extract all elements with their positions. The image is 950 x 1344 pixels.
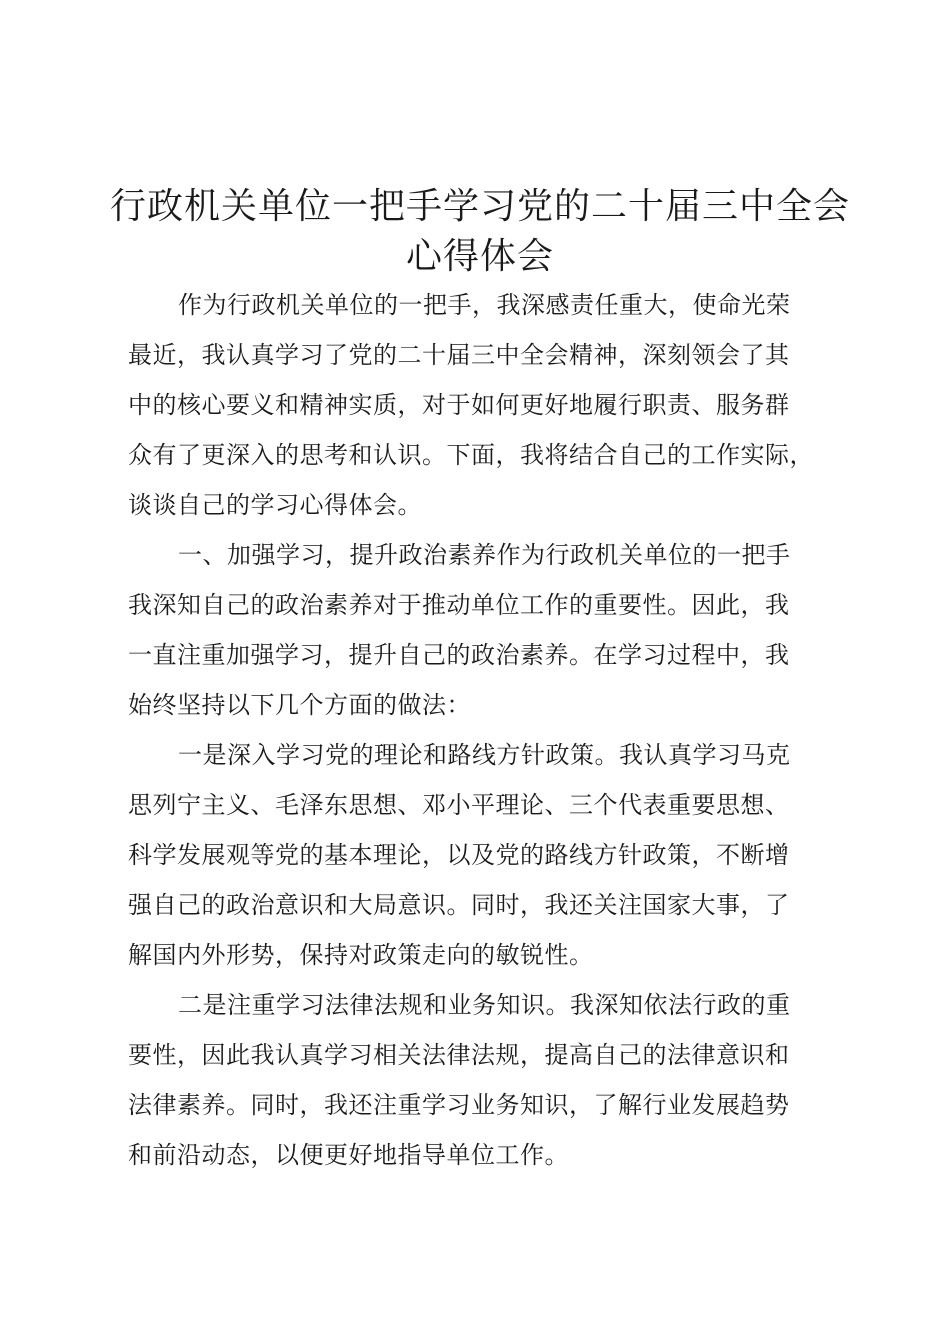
paragraph-intro	[128, 280, 858, 530]
paragraph-line: 一直注重加强学习，提升自己的政治素养。在学习过程中，我	[128, 641, 790, 669]
paragraph-line: 谈谈自己的学习心得体会。	[128, 491, 422, 519]
paragraph-line: 我深知自己的政治素养对于推动单位工作的重要性。因此，我	[128, 591, 790, 619]
paragraph-line: 一是深入学习党的理论和路线方针政策。我认真学习马克	[178, 741, 791, 769]
paragraph-line: 和前沿动态，以便更好地指导单位工作。	[128, 1141, 569, 1169]
paragraph-line: 要性，因此我认真学习相关法律法规，提高自己的法律意识和	[128, 1041, 790, 1069]
paragraph-section-one	[128, 530, 858, 730]
paragraph-line: 一、加强学习，提升政治素养作为行政机关单位的一把手	[178, 541, 791, 569]
paragraph-line: 科学发展观等党的基本理论，以及党的路线方针政策，不断增	[128, 841, 790, 869]
paragraph-line: 二是注重学习法律法规和业务知识。我深知依法行政的重	[178, 991, 791, 1019]
paragraph-line: 作为行政机关单位的一把手，我深感责任重大，使命光荣	[178, 291, 791, 319]
paragraph-line: 最近，我认真学习了党的二十届三中全会精神，深刻领会了其	[128, 341, 790, 369]
paragraph-line: 解国内外形势，保持对政策走向的敏锐性。	[128, 941, 594, 969]
paragraph-point-one	[128, 730, 858, 980]
paragraph-line: 法律素养。同时，我还注重学习业务知识，了解行业发展趋势	[128, 1091, 790, 1119]
paragraph-line: 中的核心要义和精神实质，对于如何更好地履行职责、服务群	[128, 391, 790, 419]
document-title-line-2: 心得体会	[405, 236, 554, 277]
paragraph-point-two	[128, 980, 858, 1180]
paragraph-line: 始终坚持以下几个方面的做法：	[128, 691, 471, 719]
paragraph-line: 众有了更深入的思考和认识。下面，我将结合自己的工作实际，	[128, 441, 814, 469]
document-title-line-1: 行政机关单位一把手学习党的二十届三中全会	[109, 186, 850, 227]
paragraph-line: 强自己的政治意识和大局意识。同时，我还关注国家大事，了	[128, 891, 790, 919]
paragraph-line: 思列宁主义、毛泽东思想、邓小平理论、三个代表重要思想、	[128, 791, 790, 819]
document-body	[128, 280, 858, 1180]
